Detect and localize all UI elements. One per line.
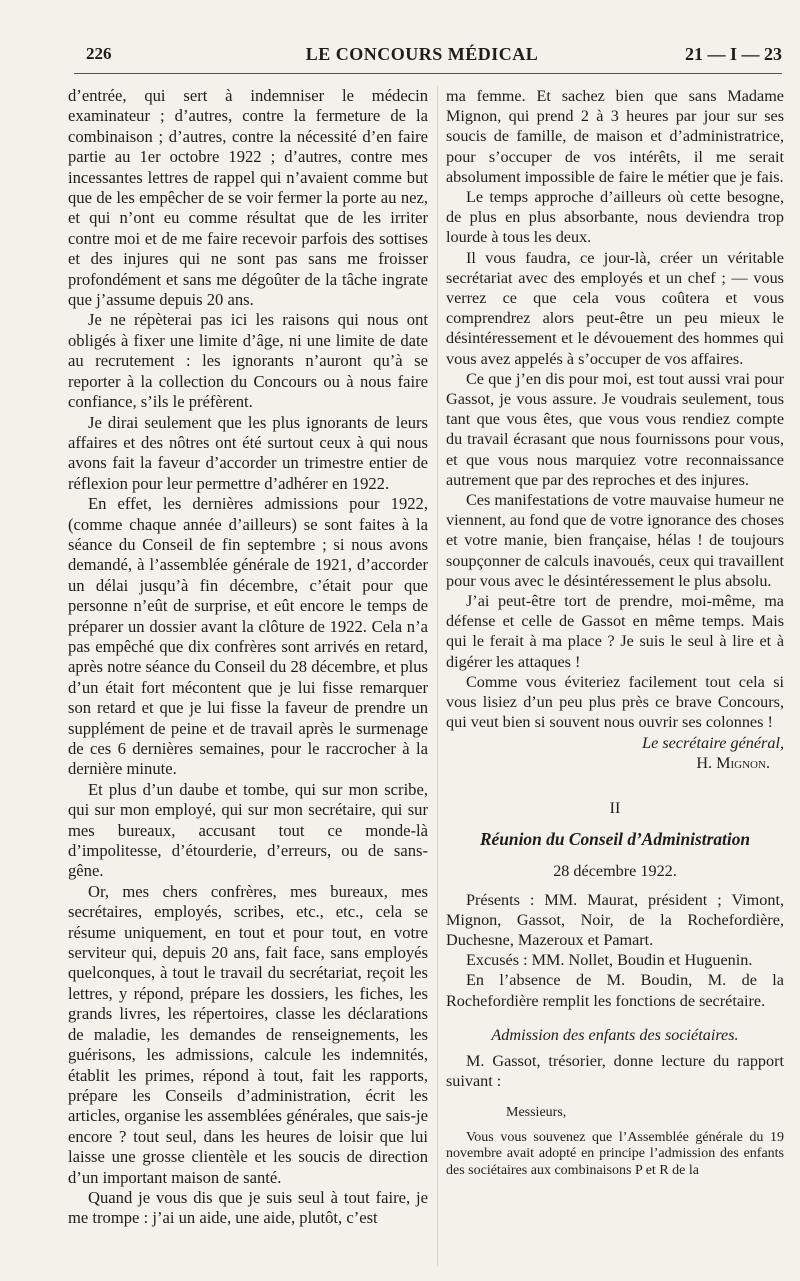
signature-title: Le secrétaire général,	[642, 733, 784, 752]
paragraph: Comme vous éviteriez facilement tout cela si vous lisiez d’un peu plus près ce brave Concours, qui veut bien si souvent nous ouvrir ses colonnes !	[446, 672, 784, 732]
subheading: Admission des enfants des sociétaires.	[491, 1025, 739, 1044]
page-number: 226	[86, 44, 112, 63]
paragraph: Le temps approche d’ailleurs où cette besogne, de plus en plus absorbante, nous deviendra trop lourde à tous les deux.	[446, 188, 784, 247]
paragraph: d’entrée, qui sert à indemniser le médecin examinateur ; d’autres, contre la fermeture de la combinaison ; d’autres, contre la nécessité d’en faire partie au 1er octobre 1922 ; d’autres, contre mes incessantes lettres de rappel qui n’avaient comme but que de les empêcher de se voir fermer la porte au nez, et qui n’ont eu comme résultat que de les irriter contre moi et de me faire recevoir parfois des sottises et des injures qui ne sont pas sans me froisser profondément et sans me dégoûter de la tâche ingrate que j’assume depuis 20 ans.	[68, 86, 428, 310]
paragraph: Et plus d’un daube et tombe, qui sur mon scribe, qui sur mon employé, qui sur mon secrétaire, qui sur mes bureaux, accusant tout ce monde-là d’impolitesse, d’étourderie, d’erreurs, ou de sans-gêne.	[68, 779, 428, 881]
paragraph: Or, mes chers confrères, mes bureaux, mes secrétaires, employés, scribes, etc., etc., cela se résume uniquement, en tout et pour tout, en votre serviteur qui, depuis 20 ans, fait face, sans employés quelconques, à tout le travail du secrétariat, reçoit les lettres, y répond, prépare les dossiers, les fiches, les grands livres, les répertoires, classe les déclarations de maladie, les demandes de renseignements, les guérisons, les admissions, calcule les indemnités, établit les primes, répond à tout, fait les rapports, prépare les Conseils d’administration, écrit les articles, organise les assemblées générales, que sais-je encore ? tout seul, dans les heures de loisir que lui laisse une grosse clientèle et les soucis de direction d’un important maison de santé.	[68, 881, 428, 1187]
section-number: II	[609, 799, 621, 817]
issue-date: 21 — I — 23	[684, 44, 782, 64]
treasurer-intro: M. Gassot, trésorier, donne lecture du rapport suivant :	[446, 1051, 784, 1091]
journal-title: LE CONCOURS MÉDICAL	[305, 44, 539, 64]
paragraph: Il vous faudra, ce jour-là, créer un véritable secrétariat avec des employés et un chef ; — vous verrez ce que cela vous coûtera et vous comprendrez alors peut-être un peu mieux le désintéressement et le dévouement des hommes qui vous avez appelés à s’occuper de vos affaires.	[446, 248, 784, 368]
right-column	[446, 86, 784, 1179]
column-divider	[437, 86, 438, 1266]
paragraph: Je dirai seulement que les plus ignorants de leurs affaires et des nôtres ont été surtout ceux à qui nous avons fait la faveur d’accorder un trimestre entier de réflexion pour leur permettre d’adhérer en 1922.	[68, 412, 428, 493]
salutation: Messieurs,	[506, 1105, 567, 1121]
attendees-present: Présents : MM. Maurat, président ; Vimont, Mignon, Gassot, Noir, de la Rochefordière, Duchesne, Mazeroux et Pamart.	[446, 890, 784, 949]
attendees-excused: Excusés : MM. Nollet, Boudin et Huguenin.	[466, 951, 753, 970]
header-rule	[74, 73, 782, 74]
left-column	[68, 86, 428, 1229]
signature-name: H. Mignon.	[696, 753, 770, 772]
section-heading: Réunion du Conseil d’Administration	[479, 829, 751, 850]
paragraph: Ce que j’en dis pour moi, est tout aussi vrai pour Gassot, je vous assure. Je voudrais seulement, tous tant que vous êtes, que vous vous rendiez compte du travail écrasant que nous fournissons pour vous, et que vous nous marquiez votre reconnaissance autrement que par des reproches et des injures.	[446, 369, 784, 489]
paragraph: En effet, les dernières admissions pour 1922, (comme chaque année d’ailleurs) se sont faites à la séance du Conseil de fin septembre ; si nous avons demandé, à l’assemblée générale de 1921, d’accorder un délai jusqu’à fin décembre, c’était pour que personne n’eût de surprise, et eût encore le temps de préparer un dossier avant la clôture de 1922. Cela n’a pas empêché que dix confrères sont arrivés en retard, après notre séance du Conseil du 28 décembre, et plus d’un était fort mécontent que je lui fisse remarquer son retard et que je lui fisse la faveur de prendre un supplément de peine et de travail après le surmenage de ces 6 dernières semaines, pour le raccrocher à la dernière minute.	[68, 494, 428, 779]
meeting-date: 28 décembre 1922.	[553, 862, 677, 881]
running-header	[62, 44, 782, 68]
paragraph: Je ne répèterai pas ici les raisons qui nous ont obligés à fixer une limite d’âge, ni une limite de date au recrutement : les ignorants n’auront qu’à se reporter à la collection du Concours ou à nous faire confiance, s’ils le préfèrent.	[68, 310, 428, 412]
paragraph: ma femme. Et sachez bien que sans Madame Mignon, qui prend 2 à 3 heures par jour sur ses soucis de famille, de maison et d’administratrice, pour s’occuper de vos intérêts, il me serait absolument impossible de faire le métier que je fais.	[446, 87, 784, 186]
secretary-note: En l’absence de M. Boudin, M. de la Rochefordière remplit les fonctions de secrétaire.	[446, 971, 784, 1010]
paragraph: J’ai peut-être tort de prendre, moi-même, ma défense et celle de Gassot en même temps. Mais qui le ferait à ma place ? Je suis le seul à lire et à digérer les attaques !	[446, 592, 784, 671]
paragraph: Ces manifestations de votre mauvaise humeur ne viennent, au fond que de votre ignorance des choses et votre manie, bien française, hélas ! de toujours soupçonner de calculs inavoués, ceux qui travaillent pour vous avec le désintéressement le plus absolu.	[446, 491, 784, 590]
report-text: Vous vous souvenez que l’Assemblée générale du 19 novembre avait adopté en principe l’admission des enfants des sociétaires aux combinaisons P et R de la	[446, 1129, 784, 1178]
paragraph: Quand je vous dis que je suis seul à tout faire, je me trompe : j’ai un aide, une aide, plutôt, c’est	[68, 1187, 428, 1228]
